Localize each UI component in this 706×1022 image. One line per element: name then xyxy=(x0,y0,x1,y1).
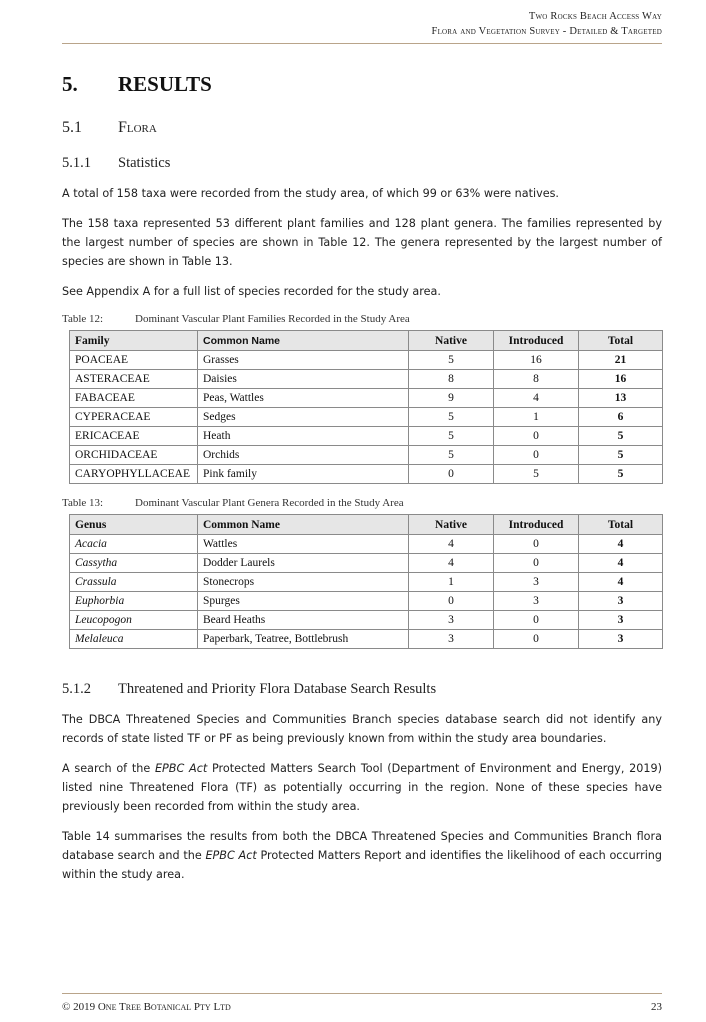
column-header-native: Native xyxy=(409,515,494,535)
threatened-number: 5.1.2 xyxy=(62,681,91,697)
threatened-paragraph-2 xyxy=(62,759,662,816)
statistics-title: Statistics xyxy=(118,155,171,171)
native-cell: 3 xyxy=(409,630,494,649)
native-cell: 3 xyxy=(409,611,494,630)
section-number: 5. xyxy=(62,72,78,96)
threatened-title: Threatened and Priority Flora Database Search Results xyxy=(118,681,437,697)
statistics-paragraph-2: The 158 taxa represented 53 different plant families and 128 plant genera. The families represented by the largest number of species are shown in Table 12. The genera represented by the largest number of species are shown in Table 13. xyxy=(62,217,662,268)
column-header-common-name: Common Name xyxy=(198,331,409,351)
table-13-label: Table 13: xyxy=(62,497,104,509)
total-cell: 13 xyxy=(579,389,663,408)
genus-cell: Melaleuca xyxy=(70,630,198,649)
native-cell: 8 xyxy=(409,370,494,389)
common-name-cell: Paperbark, Teatree, Bottlebrush xyxy=(198,630,409,649)
total-cell: 4 xyxy=(579,554,663,573)
column-header-genus: Genus xyxy=(70,515,198,535)
introduced-cell: 0 xyxy=(494,427,579,446)
total-cell: 3 xyxy=(579,611,663,630)
introduced-cell: 16 xyxy=(494,351,579,370)
introduced-cell: 1 xyxy=(494,408,579,427)
common-name-cell: Orchids xyxy=(198,446,409,465)
native-cell: 5 xyxy=(409,351,494,370)
table-header-row xyxy=(70,331,663,351)
table-13 xyxy=(69,514,663,649)
page-number: 23 xyxy=(651,1001,662,1013)
footer-copyright: © 2019 One Tree Botanical Pty Ltd xyxy=(62,1001,231,1013)
footer-rule xyxy=(62,993,662,994)
column-header-family: Family xyxy=(70,331,198,351)
total-cell: 4 xyxy=(579,573,663,592)
table-row xyxy=(70,630,663,649)
paragraph-text: Protected Matters Report and identifies the likelihood of each occurring within the study area. xyxy=(62,849,662,881)
threatened-paragraph-3 xyxy=(62,827,662,884)
genus-cell: Crassula xyxy=(70,573,198,592)
header-rule xyxy=(62,43,662,44)
introduced-cell: 3 xyxy=(494,573,579,592)
family-cell: ORCHIDACEAE xyxy=(70,446,198,465)
family-cell: FABACEAE xyxy=(70,389,198,408)
paragraph-text: Protected Matters Search Tool (Department of Environment and Energy, 2019) listed nine Threatened Flora (TF) as potentially occurring in the region. None of these species have previously been recorded from within the study area. xyxy=(62,762,662,813)
introduced-cell: 5 xyxy=(494,465,579,484)
column-header-introduced: Introduced xyxy=(494,331,579,351)
header-line-2: Flora and Vegetation Survey - Detailed & Targeted xyxy=(431,26,662,37)
statistics-paragraph-3: See Appendix A for a full list of species recorded for the study area. xyxy=(62,285,441,298)
introduced-cell: 0 xyxy=(494,446,579,465)
section-heading xyxy=(62,72,212,97)
table-12-title: Dominant Vascular Plant Families Recorded in the Study Area xyxy=(135,313,410,325)
introduced-cell: 0 xyxy=(494,630,579,649)
common-name-cell: Stonecrops xyxy=(198,573,409,592)
paragraph-text: Table 14 summarises the results from both the DBCA Threatened Species and Communities Branch flora database search and the xyxy=(62,830,662,862)
common-name-cell: Pink family xyxy=(198,465,409,484)
section-title: RESULTS xyxy=(118,72,212,96)
total-cell: 5 xyxy=(579,427,663,446)
family-cell: ASTERACEAE xyxy=(70,370,198,389)
total-cell: 4 xyxy=(579,535,663,554)
total-cell: 5 xyxy=(579,446,663,465)
family-cell: ERICACEAE xyxy=(70,427,198,446)
table-13-caption xyxy=(62,497,404,509)
table-12-caption xyxy=(62,313,410,325)
introduced-cell: 0 xyxy=(494,554,579,573)
table-row xyxy=(70,351,663,370)
total-cell: 5 xyxy=(579,465,663,484)
native-cell: 1 xyxy=(409,573,494,592)
statistics-number: 5.1.1 xyxy=(62,155,91,171)
common-name-cell: Heath xyxy=(198,427,409,446)
header-line-1: Two Rocks Beach Access Way xyxy=(528,11,662,22)
table-row xyxy=(70,592,663,611)
table-12-label: Table 12: xyxy=(62,313,104,325)
common-name-cell: Spurges xyxy=(198,592,409,611)
introduced-cell: 3 xyxy=(494,592,579,611)
genus-cell: Cassytha xyxy=(70,554,198,573)
common-name-cell: Peas, Wattles xyxy=(198,389,409,408)
total-cell: 16 xyxy=(579,370,663,389)
table-row xyxy=(70,611,663,630)
common-name-cell: Wattles xyxy=(198,535,409,554)
genus-cell: Acacia xyxy=(70,535,198,554)
common-name-cell: Beard Heaths xyxy=(198,611,409,630)
family-cell: POACEAE xyxy=(70,351,198,370)
paragraph-text: A search of the xyxy=(62,762,155,775)
table-row xyxy=(70,535,663,554)
family-cell: CYPERACEAE xyxy=(70,408,198,427)
genus-cell: Euphorbia xyxy=(70,592,198,611)
act-name-emphasis: EPBC Act xyxy=(154,762,208,775)
common-name-cell: Daisies xyxy=(198,370,409,389)
introduced-cell: 8 xyxy=(494,370,579,389)
introduced-cell: 0 xyxy=(494,535,579,554)
total-cell: 3 xyxy=(579,592,663,611)
column-header-common-name: Common Name xyxy=(198,515,409,535)
column-header-total: Total xyxy=(579,331,663,351)
running-header xyxy=(432,9,662,39)
table-12 xyxy=(69,330,663,484)
statistics-paragraph-1: A total of 158 taxa were recorded from the study area, of which 99 or 63% were natives. xyxy=(62,187,559,200)
threatened-heading xyxy=(62,681,436,698)
subsection-title: Flora xyxy=(118,119,157,136)
common-name-cell: Sedges xyxy=(198,408,409,427)
table-row xyxy=(70,573,663,592)
table-row xyxy=(70,427,663,446)
genus-cell: Leucopogon xyxy=(70,611,198,630)
table-row xyxy=(70,554,663,573)
column-header-total: Total xyxy=(579,515,663,535)
column-header-introduced: Introduced xyxy=(494,515,579,535)
common-name-cell: Dodder Laurels xyxy=(198,554,409,573)
act-name-emphasis: EPBC Act xyxy=(205,849,257,862)
common-name-cell: Grasses xyxy=(198,351,409,370)
subsection-number: 5.1 xyxy=(62,119,82,136)
native-cell: 4 xyxy=(409,535,494,554)
column-header-native: Native xyxy=(409,331,494,351)
native-cell: 5 xyxy=(409,408,494,427)
table-header-row xyxy=(70,515,663,535)
table-row xyxy=(70,370,663,389)
total-cell: 6 xyxy=(579,408,663,427)
family-cell: CARYOPHYLLACEAE xyxy=(70,465,198,484)
introduced-cell: 0 xyxy=(494,611,579,630)
threatened-paragraph-1: The DBCA Threatened Species and Communities Branch species database search did not identify any records of state listed TF or PF as being previously known from within the study area boundaries. xyxy=(62,713,662,745)
total-cell: 21 xyxy=(579,351,663,370)
native-cell: 5 xyxy=(409,446,494,465)
native-cell: 9 xyxy=(409,389,494,408)
introduced-cell: 4 xyxy=(494,389,579,408)
native-cell: 0 xyxy=(409,465,494,484)
table-row xyxy=(70,408,663,427)
total-cell: 3 xyxy=(579,630,663,649)
subsection-heading xyxy=(62,119,157,137)
native-cell: 5 xyxy=(409,427,494,446)
table-row xyxy=(70,389,663,408)
table-row xyxy=(70,446,663,465)
native-cell: 4 xyxy=(409,554,494,573)
table-13-title: Dominant Vascular Plant Genera Recorded in the Study Area xyxy=(135,497,404,509)
statistics-heading xyxy=(62,155,170,172)
table-row xyxy=(70,465,663,484)
native-cell: 0 xyxy=(409,592,494,611)
